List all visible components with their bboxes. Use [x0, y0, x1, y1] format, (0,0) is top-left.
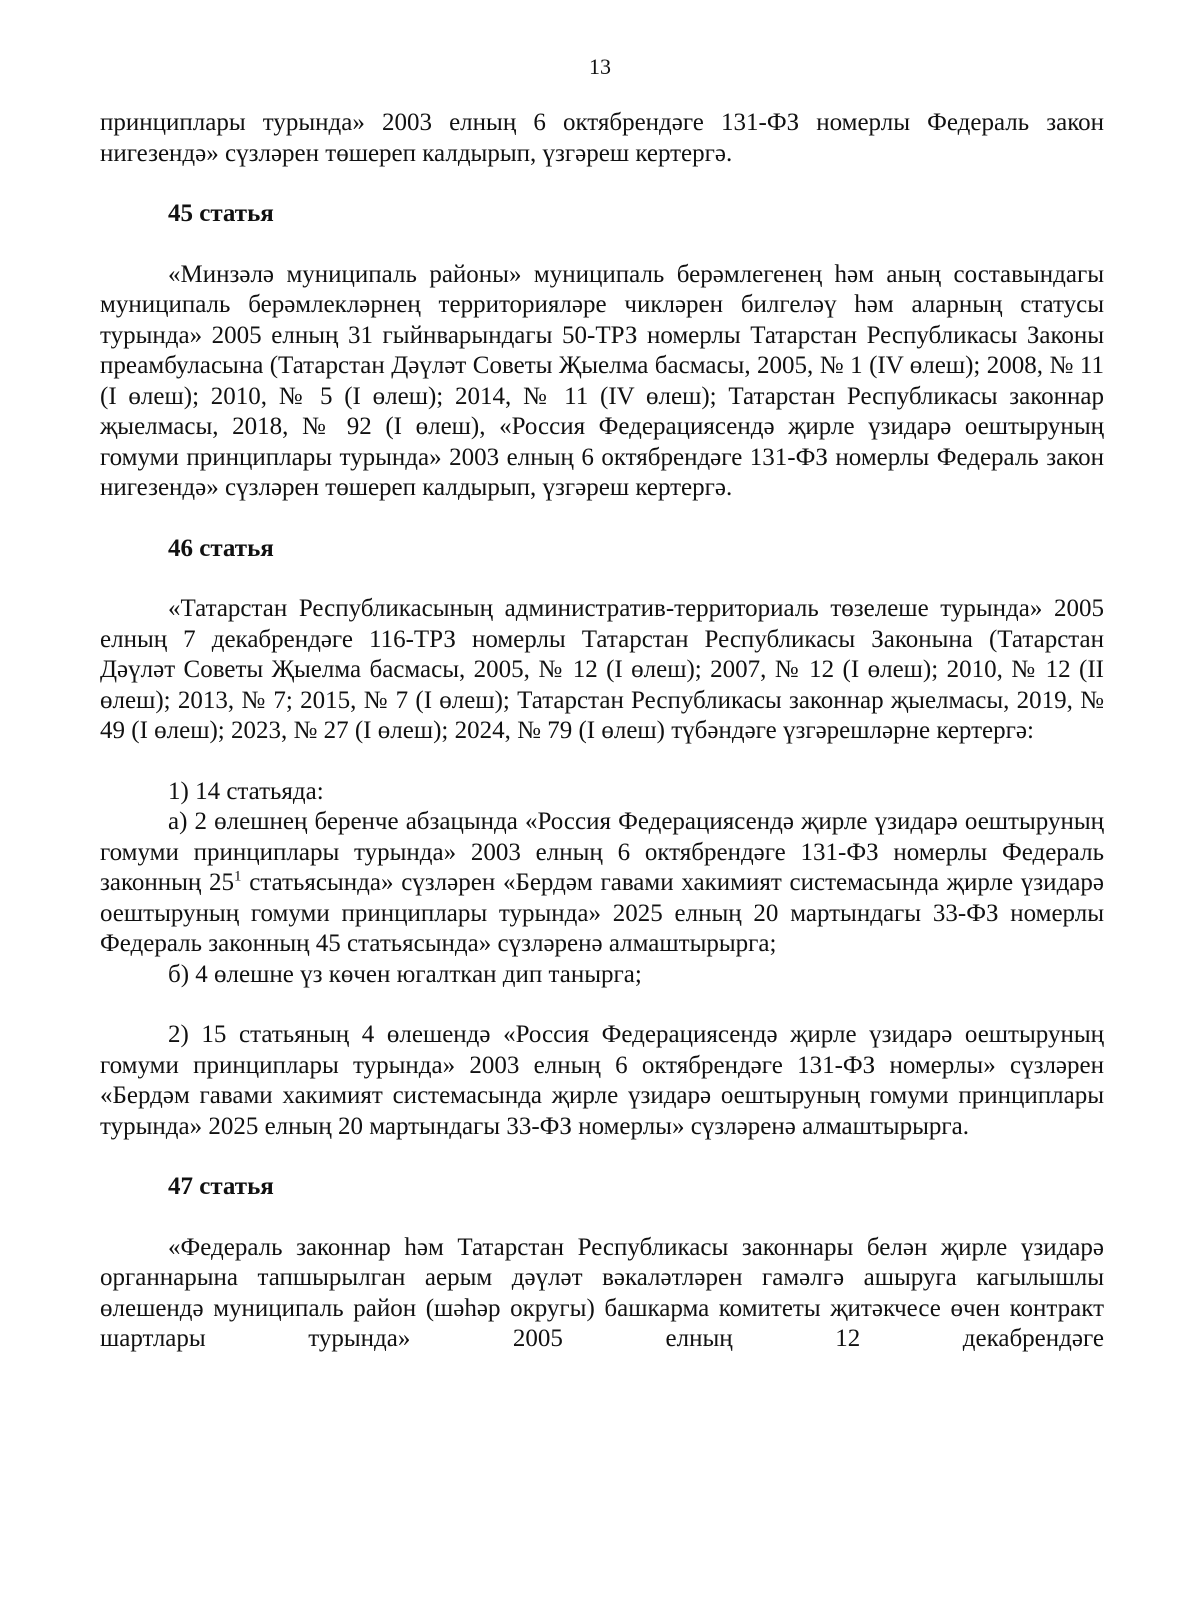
superscript: 1 — [234, 868, 242, 885]
article-heading-45: 45 статья — [168, 200, 274, 227]
article-heading-46: 46 статья — [168, 534, 274, 562]
paragraph-continuation: принциплары турында» 2003 елның 6 октябрендәге 131-ФЗ номерлы Федераль закон нигезендә» сүзләрен төшереп калдырып, үзгәреш кертергә. — [100, 109, 1104, 167]
list-item-1a-pre: а) 2 өлешнең беренче абзацында «Россия Федерациясендә җирле үзидарә оештыруның гомуми принциплары турында» 2003 елның 6 октябрендәге 131-ФЗ номерлы Федераль законның 25 — [100, 808, 1104, 896]
article-heading-47: 47 статья — [168, 1173, 274, 1200]
list-item-1b: б) 4 өлешне үз көчен югалткан дип танырга; — [168, 960, 642, 988]
list-item-1: 1) 14 статьяда: — [168, 777, 324, 805]
page-number: 13 — [589, 54, 611, 79]
article-47-text: «Федераль законнар һәм Татарстан Республикасы законнары белән җирле үзидарә органнарына тапшырылган аерым дәүләт вәкаләтләрен гамәлгә ашыруга кагылышлы өлешендә муниципаль район (шәһәр округы) башкарма комитеты җитәкчесе өчен контракт шартлары турында» 2005 елның 12 декабрендәге — [100, 1233, 1104, 1352]
list-item-1a — [100, 807, 1104, 960]
list-item-1a-post: статьясында» сүзләрен «Бердәм гавами хакимият системасында җирле үзидарә оештыруның гомуми принциплары турында» 2025 елның 20 мартындагы 33-ФЗ номерлы Федераль законның 45 статьясында» сүзләренә алмаштырырга; — [100, 869, 1104, 957]
article-45-text: «Минзәлә муниципаль районы» муниципаль берәмлегенең һәм аның составындагы муниципаль берәмлекләрнең территорияләре чикләрен билгеләү һәм аларның статусы турында» 2005 елның 31 гыйнварындагы 50-ТРЗ номерлы Татарстан Республикасы Законы преамбуласына (Татарстан Дәүләт Советы Җыелма басмасы, 2005, № 1 (IV өлеш); 2008, № 11 (I өлеш); 2010, № 5 (I өлеш); 2014, № 11 (IV өлеш); Татарстан Республикасы законнар җыелмасы, 2018, № 92 (I өлеш), «Россия Федерациясендә җирле үзидарә оештыруның гомуми принциплары турында» 2003 елның 6 октябрендәге 131-ФЗ номерлы Федераль закон нигезендә» сүзләрен төшереп калдырып, үзгәреш кертергә. — [100, 260, 1104, 501]
document-body — [100, 108, 1104, 1355]
list-item-2: 2) 15 статьяның 4 өлешендә «Россия Федерациясендә җирле үзидарә оештыруның гомуми принциплары турында» 2003 елның 6 октябрендәге 131-ФЗ номерлы» сүзләрен «Бердәм гавами хакимият системасында җирле үзидарә оештыруның гомуми принциплары турында» 2025 елның 20 мартындагы 33-ФЗ номерлы» сүзләренә алмаштырырга. — [100, 1021, 1104, 1140]
article-46-text: «Татарстан Республикасының административ-территориаль төзелеше турында» 2005 елның 7 декабрендәге 116-ТРЗ номерлы Татарстан Республикасы Законына (Татарстан Дәүләт Советы Җыелма басмасы, 2005, № 12 (I өлеш); 2007, № 12 (I өлеш); 2010, № 12 (II өлеш); 2013, № 7; 2015, № 7 (I өлеш); Татарстан Республикасы законнар җыелмасы, 2019, № 49 (I өлеш); 2023, № 27 (I өлеш); 2024, № 79 (I өлеш) түбәндәге үзгәрешләрне кертергә: — [100, 595, 1104, 744]
